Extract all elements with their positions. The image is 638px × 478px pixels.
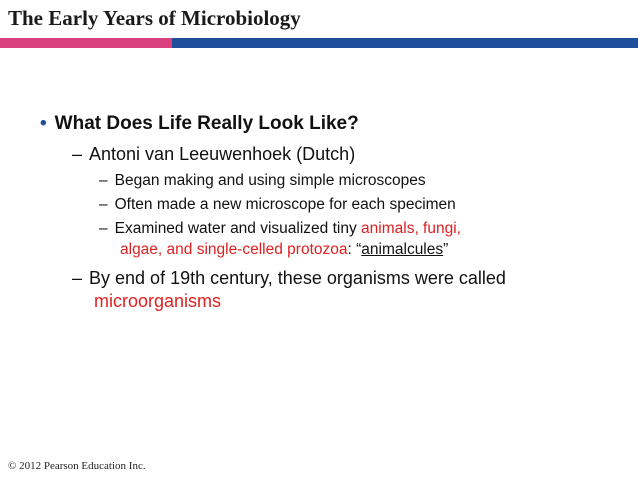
dash-icon: – — [99, 220, 108, 237]
subitem-text: Began making and using simple microscopes — [114, 172, 426, 189]
slide-title: The Early Years of Microbiology — [8, 6, 301, 30]
subitem-text: ” — [443, 241, 449, 258]
dash-icon: – — [72, 144, 83, 164]
bullet-icon: • — [40, 113, 47, 134]
item-leeuwenhoek — [72, 144, 355, 165]
underlined-term: animalcules — [361, 241, 444, 258]
subitem-new-microscope — [99, 196, 456, 214]
subitem-microscopes — [99, 172, 426, 190]
item-text: Antoni van Leeuwenhoek (Dutch) — [89, 144, 356, 164]
subitem-text: Often made a new microscope for each specimen — [114, 196, 456, 213]
dash-icon: – — [99, 172, 108, 189]
item-text: By end of 19th century, these organisms were called — [89, 268, 506, 288]
subitem-examined-water-continued — [120, 241, 448, 259]
highlight-text: animals, fungi, — [361, 220, 461, 237]
dash-icon: – — [99, 196, 108, 213]
heading-bullet — [40, 113, 359, 135]
highlight-text: algae, and single-celled protozoa — [120, 241, 348, 258]
title-underline-blue-bar — [172, 38, 638, 48]
subitem-text: : “ — [347, 241, 362, 258]
title-underline-pink-bar — [0, 38, 172, 48]
copyright-footer: © 2012 Pearson Education Inc. — [8, 460, 146, 472]
heading-text: What Does Life Really Look Like? — [54, 113, 359, 134]
subitem-text: Examined water and visualized tiny — [114, 220, 362, 237]
item-nineteenth-century — [72, 268, 506, 289]
dash-icon: – — [72, 268, 83, 288]
item-microorganisms-term: microorganisms — [94, 291, 222, 311]
subitem-examined-water — [99, 220, 461, 238]
